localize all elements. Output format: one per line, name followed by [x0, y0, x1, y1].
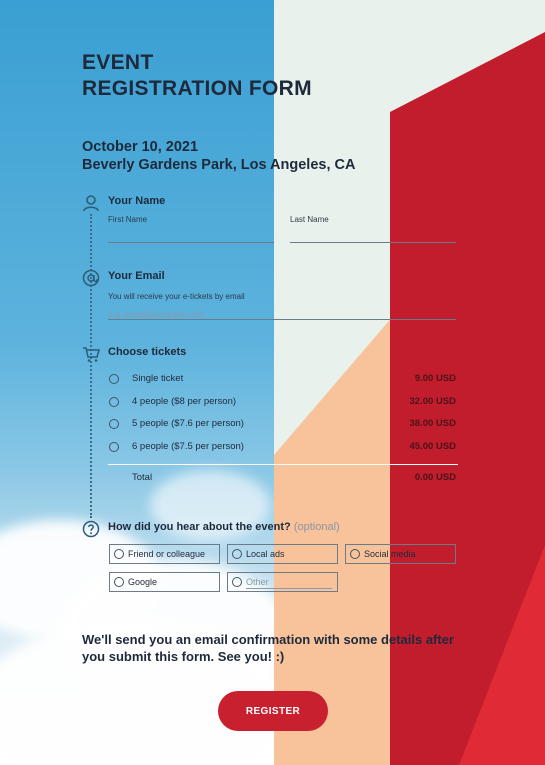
ticket-price: 45.00 USD	[409, 441, 456, 452]
optional-hint: (optional)	[293, 521, 340, 533]
event-date: October 10, 2021	[82, 139, 199, 155]
ticket-total	[108, 471, 458, 487]
question-icon	[82, 520, 100, 538]
total-label: Total	[132, 472, 153, 483]
ticket-option[interactable]	[108, 440, 458, 456]
radio-button[interactable]	[109, 419, 119, 429]
register-button[interactable]: REGISTER	[218, 691, 328, 731]
source-option[interactable]: Google	[109, 572, 220, 592]
event-details	[82, 138, 355, 174]
user-icon	[82, 194, 100, 212]
name-label: Your Name	[108, 195, 166, 207]
event-location: Beverly Gardens Park, Los Angeles, CA	[82, 157, 356, 173]
ticket-price: 9.00 USD	[414, 373, 456, 384]
ticket-price: 32.00 USD	[409, 396, 456, 407]
email-help: You will receive your e-tickets by email	[108, 292, 245, 301]
source-option[interactable]: Local ads	[227, 544, 338, 564]
radio-button[interactable]	[109, 397, 119, 407]
radio-button[interactable]	[109, 374, 119, 384]
radio-button[interactable]	[109, 442, 119, 452]
radio-button[interactable]	[232, 577, 242, 587]
source-other[interactable]	[227, 572, 338, 592]
ticket-option[interactable]	[108, 417, 458, 433]
ticket-option[interactable]	[108, 372, 458, 388]
cart-icon	[82, 345, 100, 363]
radio-button[interactable]	[232, 549, 242, 559]
email-underline	[108, 319, 456, 320]
first-name-label: First Name	[108, 215, 148, 224]
email-field[interactable]: e.g. email@example.com	[108, 309, 205, 319]
source-option[interactable]: Friend or colleague	[109, 544, 220, 564]
step-rail	[90, 214, 92, 518]
page-title: EVENT REGISTRATION FORM	[82, 51, 312, 100]
ticket-name: 6 people ($7.5 per person)	[132, 441, 244, 452]
radio-button[interactable]	[114, 549, 124, 559]
tickets-label: Choose tickets	[108, 346, 187, 358]
radio-button[interactable]	[114, 577, 124, 587]
email-label: Your Email	[108, 270, 165, 282]
ticket-name: Single ticket	[132, 373, 184, 384]
ticket-option[interactable]	[108, 395, 458, 411]
ticket-price: 38.00 USD	[409, 418, 456, 429]
other-input[interactable]: Other	[246, 577, 269, 587]
at-sign-icon	[82, 269, 100, 287]
first-name-input[interactable]	[108, 242, 274, 243]
ticket-name: 5 people ($7.6 per person)	[132, 418, 244, 429]
radio-button[interactable]	[350, 549, 360, 559]
source-label: How did you hear about the event? (optional)	[108, 521, 340, 533]
last-name-input[interactable]	[290, 242, 456, 243]
total-divider	[108, 464, 458, 465]
source-option[interactable]: Social media	[345, 544, 456, 564]
ticket-name: 4 people ($8 per person)	[132, 396, 237, 407]
confirmation-message: We'll send you an email confirmation with some details after you submit this form. See you! :)	[82, 632, 454, 664]
last-name-label: Last Name	[290, 215, 329, 224]
total-value: 0.00 USD	[414, 472, 456, 483]
